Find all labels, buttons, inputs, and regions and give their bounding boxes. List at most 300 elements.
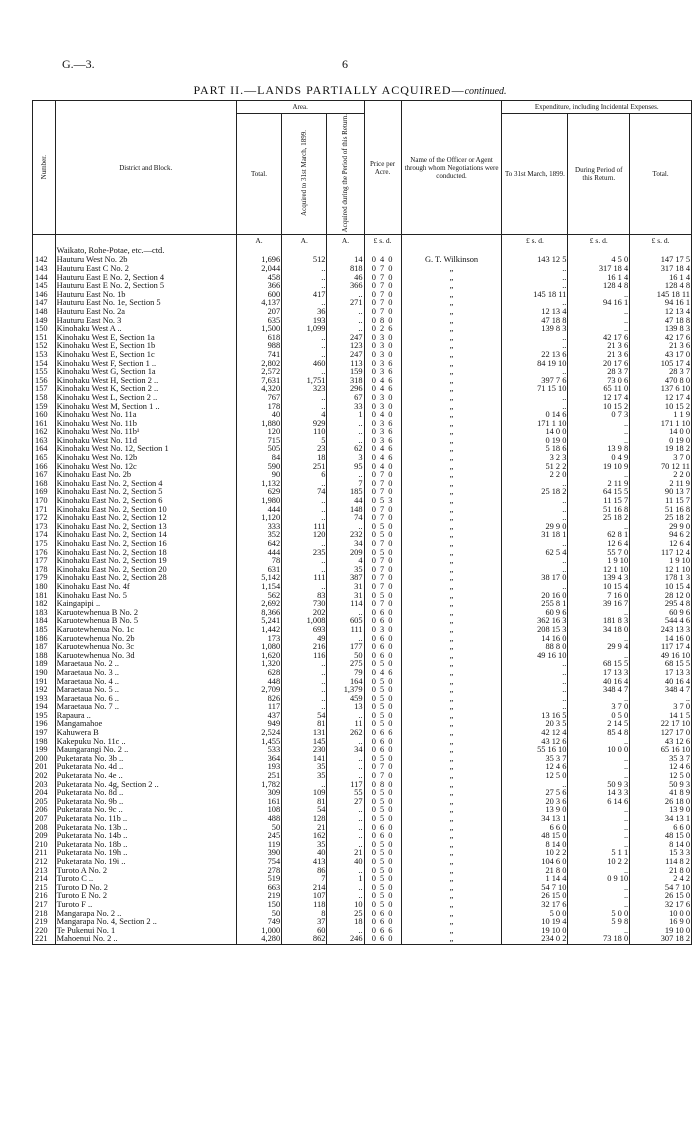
price-per-acre: 0 5 0 (364, 901, 401, 910)
expenditure-to-date: 10 2 2 (502, 849, 568, 858)
row-number: 165 (33, 454, 56, 463)
area-acquired-during: 46 (327, 274, 364, 283)
expenditure-to-date: 234 0 2 (502, 935, 568, 944)
officer-name: „ (401, 592, 502, 601)
row-number: 219 (33, 918, 56, 927)
expenditure-to-date: 19 10 0 (502, 927, 568, 936)
area-acquired-to: .. (282, 368, 327, 377)
row-number: 212 (33, 858, 56, 867)
expenditure-to-date: .. (502, 514, 568, 523)
expenditure-total: .. (630, 695, 692, 704)
table-row (33, 480, 692, 489)
area-acquired-during: 159 (327, 368, 364, 377)
row-number: 147 (33, 299, 56, 308)
expenditure-total: 307 18 2 (630, 935, 692, 944)
price-per-acre: 0 3 0 (364, 394, 401, 403)
area-total: 826 (236, 695, 281, 704)
area-acquired-to: 118 (282, 901, 327, 910)
area-acquired-during: 40 (327, 858, 364, 867)
price-per-acre: 0 5 0 (364, 849, 401, 858)
price-per-acre: 0 7 0 (364, 480, 401, 489)
table-row (33, 901, 692, 910)
expenditure-to-date: 32 17 6 (502, 901, 568, 910)
area-total: 119 (236, 841, 281, 850)
expenditure-to-date: 13 16 5 (502, 712, 568, 721)
district-block: Kinohaku East No. 2, Section 18 (55, 549, 236, 558)
expenditure-during: 11 15 7 (568, 497, 630, 506)
unit-money: £ s. d. (364, 235, 401, 247)
table-row (33, 875, 692, 884)
area-total: 219 (236, 892, 281, 901)
area-acquired-during: 387 (327, 574, 364, 583)
area-total: 2,524 (236, 729, 281, 738)
expenditure-total: 295 4 8 (630, 600, 692, 609)
expenditure-total: 105 17 4 (630, 360, 692, 369)
table-row (33, 910, 692, 919)
area-acquired-to: 131 (282, 729, 327, 738)
expenditure-to-date: .. (502, 299, 568, 308)
area-acquired-to: 116 (282, 652, 327, 661)
district-block: Kinohaku East No. 2b (55, 471, 236, 480)
table-row (33, 540, 692, 549)
table-row (33, 282, 692, 291)
area-acquired-during: 67 (327, 394, 364, 403)
price-per-acre: 0 7 0 (364, 557, 401, 566)
area-acquired-during: 262 (327, 729, 364, 738)
row-number: 192 (33, 686, 56, 695)
row-number: 150 (33, 325, 56, 334)
expenditure-total: 26 18 0 (630, 798, 692, 807)
expenditure-during: 13 9 8 (568, 445, 630, 454)
area-acquired-to: 216 (282, 643, 327, 652)
table-row (33, 549, 692, 558)
expenditure-during: 2 11 9 (568, 480, 630, 489)
expenditure-to-date: 88 8 0 (502, 643, 568, 652)
expenditure-to-date: .. (502, 583, 568, 592)
officer-name: „ (401, 523, 502, 532)
area-acquired-to: .. (282, 557, 327, 566)
expenditure-total: 51 16 8 (630, 506, 692, 515)
price-per-acre: 0 5 0 (364, 892, 401, 901)
expenditure-during: 10 15 2 (568, 403, 630, 412)
officer-name: „ (401, 308, 502, 317)
district-block: Kinohaku West No. 12c (55, 463, 236, 472)
table-row (33, 334, 692, 343)
area-total: 193 (236, 763, 281, 772)
area-total: 2,692 (236, 600, 281, 609)
officer-name: „ (401, 454, 502, 463)
area-total: 629 (236, 488, 281, 497)
expenditure-to-date: 48 15 0 (502, 832, 568, 841)
row-number: 187 (33, 643, 56, 652)
row-number: 166 (33, 463, 56, 472)
price-per-acre: 0 5 0 (364, 703, 401, 712)
expenditure-total: 13 9 0 (630, 806, 692, 815)
table-row (33, 712, 692, 721)
officer-name: „ (401, 669, 502, 678)
expenditure-to-date: .. (502, 480, 568, 489)
area-acquired-to: 1,099 (282, 325, 327, 334)
district-block: Karuotewhenua No. 1c (55, 626, 236, 635)
officer-name: „ (401, 617, 502, 626)
expenditure-to-date: 29 9 0 (502, 523, 568, 532)
expenditure-to-date: .. (502, 342, 568, 351)
row-number: 208 (33, 824, 56, 833)
price-per-acre: 0 7 0 (364, 265, 401, 274)
price-per-acre: 0 4 0 (364, 256, 401, 265)
header-exp-total: Total. (630, 114, 692, 235)
area-total: 1,782 (236, 781, 281, 790)
expenditure-total: 147 17 5 (630, 256, 692, 265)
expenditure-to-date: .. (502, 557, 568, 566)
officer-name: „ (401, 609, 502, 618)
row-number: 172 (33, 514, 56, 523)
row-number: 205 (33, 798, 56, 807)
expenditure-to-date: .. (502, 660, 568, 669)
expenditure-to-date: 0 14 6 (502, 411, 568, 420)
expenditure-total: 10 15 4 (630, 583, 692, 592)
expenditure-to-date: 21 8 0 (502, 867, 568, 876)
officer-name: „ (401, 531, 502, 540)
district-block: Puketarata No. 9c .. (55, 806, 236, 815)
expenditure-total: 60 9 6 (630, 609, 692, 618)
table-row (33, 437, 692, 446)
price-per-acre: 0 7 0 (364, 583, 401, 592)
area-acquired-during: .. (327, 325, 364, 334)
expenditure-total: 19 10 0 (630, 927, 692, 936)
area-total: 715 (236, 437, 281, 446)
header-officer: Name of the Officer or Agent through whom Negotiations were conducted. (401, 101, 502, 235)
table-row (33, 617, 692, 626)
table-row (33, 755, 692, 764)
area-acquired-during: 21 (327, 849, 364, 858)
expenditure-during: 0 7 3 (568, 411, 630, 420)
expenditure-to-date: 5 18 6 (502, 445, 568, 454)
price-per-acre: 0 5 0 (364, 798, 401, 807)
table-row (33, 394, 692, 403)
area-acquired-to: 417 (282, 291, 327, 300)
expenditure-total: 50 9 3 (630, 781, 692, 790)
area-acquired-during: 33 (327, 403, 364, 412)
area-acquired-during: 275 (327, 660, 364, 669)
row-number: 169 (33, 488, 56, 497)
officer-name: „ (401, 626, 502, 635)
area-acquired-to: .. (282, 678, 327, 687)
district-block: Kinohaku East No. 2, Section 28 (55, 574, 236, 583)
area-acquired-during: 4 (327, 557, 364, 566)
price-per-acre: 0 4 6 (364, 454, 401, 463)
area-acquired-during: 10 (327, 901, 364, 910)
table-row (33, 351, 692, 360)
expenditure-to-date: 20 16 0 (502, 592, 568, 601)
table-row (33, 325, 692, 334)
area-acquired-to: 8 (282, 910, 327, 919)
row-number: 191 (33, 678, 56, 687)
price-per-acre: 0 7 0 (364, 471, 401, 480)
area-acquired-to: 230 (282, 746, 327, 755)
officer-name: „ (401, 325, 502, 334)
officer-name: „ (401, 660, 502, 669)
area-acquired-to: 81 (282, 798, 327, 807)
row-number: 170 (33, 497, 56, 506)
area-acquired-to: .. (282, 351, 327, 360)
area-acquired-to: 145 (282, 738, 327, 747)
area-total: 2,802 (236, 360, 281, 369)
expenditure-total: 16 1 4 (630, 274, 692, 283)
district-block: Kinohaku East No. 4f (55, 583, 236, 592)
area-total: 117 (236, 703, 281, 712)
district-block: Maraetaua No. 3 .. (55, 669, 236, 678)
expenditure-total: 43 17 0 (630, 351, 692, 360)
area-acquired-during: .. (327, 428, 364, 437)
area-acquired-to: 54 (282, 806, 327, 815)
table-row (33, 592, 692, 601)
area-total: 533 (236, 746, 281, 755)
table-row (33, 256, 692, 265)
expenditure-during: 25 18 2 (568, 514, 630, 523)
area-acquired-to: 35 (282, 841, 327, 850)
officer-name: „ (401, 703, 502, 712)
area-acquired-during: 123 (327, 342, 364, 351)
table-row (33, 798, 692, 807)
district-block: Maungarangi No. 2 .. (55, 746, 236, 755)
expenditure-total: 470 8 0 (630, 377, 692, 386)
table-row (33, 720, 692, 729)
expenditure-during: 21 3 6 (568, 342, 630, 351)
area-acquired-during: 7 (327, 480, 364, 489)
expenditure-to-date: 397 7 6 (502, 377, 568, 386)
area-total: 8,366 (236, 609, 281, 618)
area-acquired-to: 693 (282, 626, 327, 635)
area-total: 5,241 (236, 617, 281, 626)
officer-name: „ (401, 720, 502, 729)
row-number: 161 (33, 420, 56, 429)
table-row (33, 428, 692, 437)
table-row (33, 299, 692, 308)
price-per-acre: 0 5 3 (364, 497, 401, 506)
expenditure-to-date: 13 9 0 (502, 806, 568, 815)
area-acquired-during: .. (327, 291, 364, 300)
area-acquired-to: 49 (282, 635, 327, 644)
header-number: Number. (33, 101, 56, 235)
expenditure-during: .. (568, 609, 630, 618)
officer-name: „ (401, 445, 502, 454)
table-row (33, 927, 692, 936)
price-per-acre: 0 3 6 (364, 360, 401, 369)
table-row (33, 858, 692, 867)
row-number: 211 (33, 849, 56, 858)
area-total: 207 (236, 308, 281, 317)
expenditure-during: 12 17 4 (568, 394, 630, 403)
expenditure-total: 54 7 10 (630, 884, 692, 893)
officer-name: „ (401, 299, 502, 308)
unit-acres: A. (327, 235, 364, 247)
officer-name: „ (401, 506, 502, 515)
district-block: Maraetaua No. 6 .. (55, 695, 236, 704)
area-acquired-to: 109 (282, 789, 327, 798)
officer-name: „ (401, 772, 502, 781)
header-acquired-during: Acquired during the Period of this Return. (327, 114, 364, 235)
price-per-acre: 0 5 0 (364, 815, 401, 824)
table-row (33, 669, 692, 678)
expenditure-to-date: .. (502, 678, 568, 687)
area-acquired-to: 120 (282, 531, 327, 540)
expenditure-total: 21 8 0 (630, 867, 692, 876)
expenditure-during: .. (568, 884, 630, 893)
district-block: Hauturu East C No. 2 (55, 265, 236, 274)
table-row (33, 403, 692, 412)
price-per-acre: 0 6 0 (364, 918, 401, 927)
area-acquired-during: 318 (327, 377, 364, 386)
expenditure-during: .. (568, 652, 630, 661)
expenditure-total: 41 8 9 (630, 789, 692, 798)
price-per-acre: 0 6 0 (364, 910, 401, 919)
expenditure-total: 28 3 7 (630, 368, 692, 377)
area-acquired-during: 44 (327, 497, 364, 506)
area-acquired-during: 111 (327, 626, 364, 635)
expenditure-to-date: 27 5 6 (502, 789, 568, 798)
row-number: 204 (33, 789, 56, 798)
district-block: Kinohaku East No. 2, Section 10 (55, 506, 236, 515)
row-number: 197 (33, 729, 56, 738)
area-total: 364 (236, 755, 281, 764)
table-row (33, 600, 692, 609)
table-row (33, 695, 692, 704)
area-acquired-to: .. (282, 265, 327, 274)
price-per-acre: 0 7 0 (364, 488, 401, 497)
officer-name: „ (401, 901, 502, 910)
expenditure-during: .. (568, 420, 630, 429)
price-per-acre: 0 7 0 (364, 540, 401, 549)
area-acquired-during: .. (327, 609, 364, 618)
area-total: 600 (236, 291, 281, 300)
area-total: 1,500 (236, 325, 281, 334)
area-acquired-to: 128 (282, 815, 327, 824)
expenditure-during: 3 7 0 (568, 703, 630, 712)
expenditure-during: .. (568, 806, 630, 815)
expenditure-during: 68 15 5 (568, 660, 630, 669)
area-acquired-during: .. (327, 815, 364, 824)
district-block: Kinohaku West No. 11b¹ (55, 428, 236, 437)
expenditure-during: .. (568, 437, 630, 446)
expenditure-during: 348 4 7 (568, 686, 630, 695)
row-number: 209 (33, 832, 56, 841)
price-per-acre: 0 7 0 (364, 763, 401, 772)
row-number: 181 (33, 592, 56, 601)
district-block: Mangarapa No. 4, Section 2 .. (55, 918, 236, 927)
area-acquired-to: .. (282, 403, 327, 412)
expenditure-total: 12 13 4 (630, 308, 692, 317)
expenditure-during: 16 1 4 (568, 274, 630, 283)
district-block: Kinohaku East No. 2, Section 14 (55, 531, 236, 540)
area-acquired-to: 323 (282, 385, 327, 394)
area-acquired-to: 21 (282, 824, 327, 833)
area-acquired-during: 114 (327, 600, 364, 609)
area-acquired-to: 111 (282, 523, 327, 532)
row-number: 190 (33, 669, 56, 678)
officer-name: „ (401, 789, 502, 798)
expenditure-during: .. (568, 763, 630, 772)
area-total: 1,880 (236, 420, 281, 429)
officer-name: „ (401, 652, 502, 661)
district-block: Puketarata No. 8d .. (55, 789, 236, 798)
expenditure-during: .. (568, 325, 630, 334)
table-row (33, 360, 692, 369)
table-row (33, 806, 692, 815)
table-row (33, 781, 692, 790)
area-total: 173 (236, 635, 281, 644)
expenditure-during: .. (568, 635, 630, 644)
expenditure-during: 10 2 2 (568, 858, 630, 867)
expenditure-total: 139 8 3 (630, 325, 692, 334)
row-number: 188 (33, 652, 56, 661)
row-number: 157 (33, 385, 56, 394)
district-block: Maraetaua No. 2 .. (55, 660, 236, 669)
district-block: Turoto F .. (55, 901, 236, 910)
area-total: 1,455 (236, 738, 281, 747)
expenditure-total: 137 6 10 (630, 385, 692, 394)
expenditure-total: 40 16 4 (630, 678, 692, 687)
table-row (33, 867, 692, 876)
price-per-acre: 0 4 6 (364, 669, 401, 678)
officer-name: „ (401, 334, 502, 343)
price-per-acre: 0 5 0 (364, 858, 401, 867)
expenditure-to-date: 25 18 2 (502, 488, 568, 497)
area-total: 1,320 (236, 660, 281, 669)
district-block: Kinohaku West E, Section 1b (55, 342, 236, 351)
land-acquisition-table (32, 100, 692, 945)
header-area-group: Area. (236, 101, 364, 114)
expenditure-total: 6 6 0 (630, 824, 692, 833)
table-row (33, 918, 692, 927)
area-acquired-during: 25 (327, 910, 364, 919)
area-total: 309 (236, 789, 281, 798)
officer-name: „ (401, 841, 502, 850)
unit-acres: A. (282, 235, 327, 247)
units-row (33, 235, 692, 247)
expenditure-total: 42 17 6 (630, 334, 692, 343)
table-row (33, 626, 692, 635)
section-title (0, 83, 700, 98)
page-header (0, 57, 700, 73)
district-block: Kinohaku East No. 2, Section 19 (55, 557, 236, 566)
row-number: 189 (33, 660, 56, 669)
expenditure-to-date: .. (502, 368, 568, 377)
area-total: 1,980 (236, 497, 281, 506)
district-block: Maraetaua No. 5 .. (55, 686, 236, 695)
expenditure-to-date: 208 15 3 (502, 626, 568, 635)
expenditure-total: 94 6 2 (630, 531, 692, 540)
price-per-acre: 0 5 0 (364, 531, 401, 540)
expenditure-to-date: 362 16 3 (502, 617, 568, 626)
table-row (33, 635, 692, 644)
price-per-acre: 0 3 6 (364, 420, 401, 429)
district-block: Kinohaku East No. 2, Section 20 (55, 566, 236, 575)
price-per-acre: 0 4 6 (364, 377, 401, 386)
row-number: 214 (33, 875, 56, 884)
price-per-acre: 0 2 6 (364, 325, 401, 334)
area-total: 4,280 (236, 935, 281, 944)
price-per-acre: 0 8 0 (364, 781, 401, 790)
area-acquired-to: 18 (282, 454, 327, 463)
area-total: 390 (236, 849, 281, 858)
row-number: 203 (33, 781, 56, 790)
expenditure-to-date: 14 0 0 (502, 428, 568, 437)
area-acquired-during: .. (327, 317, 364, 326)
area-total: 2,709 (236, 686, 281, 695)
area-acquired-during: 117 (327, 781, 364, 790)
officer-name: „ (401, 798, 502, 807)
